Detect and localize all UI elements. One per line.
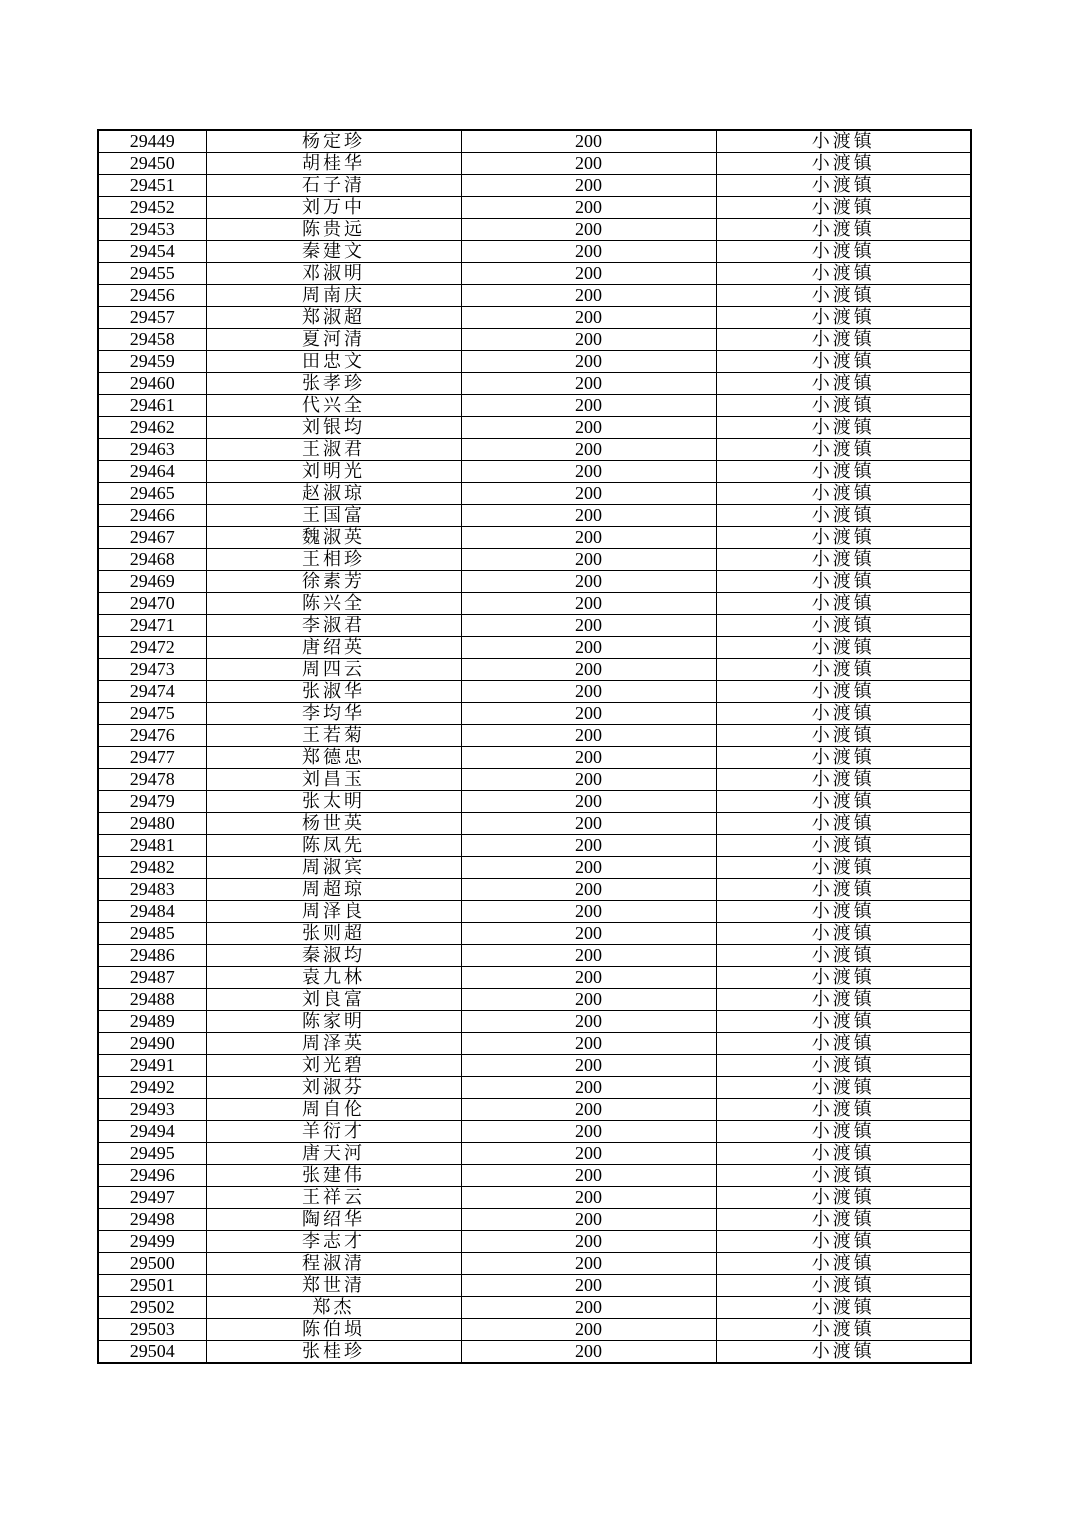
town-cell: 小渡镇 [716, 945, 971, 967]
table-row [98, 1055, 971, 1077]
table-row [98, 505, 971, 527]
id-cell: 29473 [98, 659, 206, 681]
amount-cell: 200 [461, 1275, 716, 1297]
id-cell: 29496 [98, 1165, 206, 1187]
id-cell: 29449 [98, 130, 206, 153]
table-row [98, 989, 971, 1011]
id-cell: 29456 [98, 285, 206, 307]
amount-cell: 200 [461, 769, 716, 791]
amount-cell: 200 [461, 857, 716, 879]
id-cell: 29494 [98, 1121, 206, 1143]
town-cell: 小渡镇 [716, 769, 971, 791]
name-cell: 张建伟 [206, 1165, 461, 1187]
amount-cell: 200 [461, 1187, 716, 1209]
id-cell: 29466 [98, 505, 206, 527]
amount-cell: 200 [461, 659, 716, 681]
id-cell: 29495 [98, 1143, 206, 1165]
table-row [98, 1077, 971, 1099]
name-cell: 周超琼 [206, 879, 461, 901]
table-row [98, 813, 971, 835]
table-row [98, 285, 971, 307]
name-cell: 程淑清 [206, 1253, 461, 1275]
id-cell: 29491 [98, 1055, 206, 1077]
town-cell: 小渡镇 [716, 1297, 971, 1319]
table-row [98, 857, 971, 879]
table-row [98, 241, 971, 263]
amount-cell: 200 [461, 219, 716, 241]
amount-cell: 200 [461, 1099, 716, 1121]
table-row [98, 527, 971, 549]
table-row [98, 879, 971, 901]
id-cell: 29461 [98, 395, 206, 417]
town-cell: 小渡镇 [716, 725, 971, 747]
name-cell: 秦淑均 [206, 945, 461, 967]
town-cell: 小渡镇 [716, 703, 971, 725]
table-row [98, 351, 971, 373]
table-body [98, 130, 971, 1363]
table-row [98, 1121, 971, 1143]
table-row [98, 395, 971, 417]
id-cell: 29503 [98, 1319, 206, 1341]
table-row [98, 130, 971, 153]
id-cell: 29487 [98, 967, 206, 989]
town-cell: 小渡镇 [716, 549, 971, 571]
table-row [98, 329, 971, 351]
id-cell: 29490 [98, 1033, 206, 1055]
name-cell: 郑杰 [206, 1297, 461, 1319]
name-cell: 王相珍 [206, 549, 461, 571]
table-row [98, 1209, 971, 1231]
table-row [98, 1275, 971, 1297]
table-row [98, 615, 971, 637]
town-cell: 小渡镇 [716, 439, 971, 461]
amount-cell: 200 [461, 1319, 716, 1341]
id-cell: 29465 [98, 483, 206, 505]
amount-cell: 200 [461, 813, 716, 835]
id-cell: 29504 [98, 1341, 206, 1364]
town-cell: 小渡镇 [716, 571, 971, 593]
name-cell: 周南庆 [206, 285, 461, 307]
id-cell: 29470 [98, 593, 206, 615]
id-cell: 29469 [98, 571, 206, 593]
table-row [98, 1165, 971, 1187]
town-cell: 小渡镇 [716, 681, 971, 703]
name-cell: 秦建文 [206, 241, 461, 263]
table-row [98, 219, 971, 241]
amount-cell: 200 [461, 901, 716, 923]
id-cell: 29452 [98, 197, 206, 219]
amount-cell: 200 [461, 1209, 716, 1231]
id-cell: 29485 [98, 923, 206, 945]
town-cell: 小渡镇 [716, 351, 971, 373]
town-cell: 小渡镇 [716, 659, 971, 681]
amount-cell: 200 [461, 1011, 716, 1033]
name-cell: 李均华 [206, 703, 461, 725]
town-cell: 小渡镇 [716, 307, 971, 329]
id-cell: 29479 [98, 791, 206, 813]
amount-cell: 200 [461, 1033, 716, 1055]
table-row [98, 373, 971, 395]
id-cell: 29493 [98, 1099, 206, 1121]
name-cell: 代兴全 [206, 395, 461, 417]
table-row [98, 725, 971, 747]
table-row [98, 659, 971, 681]
town-cell: 小渡镇 [716, 1231, 971, 1253]
name-cell: 张桂珍 [206, 1341, 461, 1364]
table-row [98, 1011, 971, 1033]
table-row [98, 175, 971, 197]
town-cell: 小渡镇 [716, 1055, 971, 1077]
id-cell: 29450 [98, 153, 206, 175]
amount-cell: 200 [461, 1341, 716, 1364]
name-cell: 郑世清 [206, 1275, 461, 1297]
amount-cell: 200 [461, 989, 716, 1011]
name-cell: 郑淑超 [206, 307, 461, 329]
id-cell: 29497 [98, 1187, 206, 1209]
table-row [98, 1319, 971, 1341]
amount-cell: 200 [461, 197, 716, 219]
amount-cell: 200 [461, 637, 716, 659]
id-cell: 29480 [98, 813, 206, 835]
town-cell: 小渡镇 [716, 1319, 971, 1341]
amount-cell: 200 [461, 549, 716, 571]
town-cell: 小渡镇 [716, 329, 971, 351]
town-cell: 小渡镇 [716, 197, 971, 219]
town-cell: 小渡镇 [716, 747, 971, 769]
name-cell: 张太明 [206, 791, 461, 813]
amount-cell: 200 [461, 241, 716, 263]
id-cell: 29455 [98, 263, 206, 285]
name-cell: 陈凤先 [206, 835, 461, 857]
town-cell: 小渡镇 [716, 175, 971, 197]
amount-cell: 200 [461, 153, 716, 175]
id-cell: 29477 [98, 747, 206, 769]
town-cell: 小渡镇 [716, 879, 971, 901]
amount-cell: 200 [461, 505, 716, 527]
town-cell: 小渡镇 [716, 989, 971, 1011]
id-cell: 29467 [98, 527, 206, 549]
table-row [98, 483, 971, 505]
name-cell: 夏河清 [206, 329, 461, 351]
amount-cell: 200 [461, 1253, 716, 1275]
amount-cell: 200 [461, 593, 716, 615]
amount-cell: 200 [461, 373, 716, 395]
name-cell: 郑德忠 [206, 747, 461, 769]
name-cell: 张孝珍 [206, 373, 461, 395]
amount-cell: 200 [461, 1297, 716, 1319]
name-cell: 周四云 [206, 659, 461, 681]
amount-cell: 200 [461, 439, 716, 461]
name-cell: 李淑君 [206, 615, 461, 637]
amount-cell: 200 [461, 130, 716, 153]
name-cell: 唐绍英 [206, 637, 461, 659]
id-cell: 29471 [98, 615, 206, 637]
name-cell: 王祥云 [206, 1187, 461, 1209]
amount-cell: 200 [461, 967, 716, 989]
name-cell: 刘万中 [206, 197, 461, 219]
amount-cell: 200 [461, 615, 716, 637]
name-cell: 陈家明 [206, 1011, 461, 1033]
table-row [98, 1341, 971, 1364]
id-cell: 29501 [98, 1275, 206, 1297]
name-cell: 张淑华 [206, 681, 461, 703]
name-cell: 周泽良 [206, 901, 461, 923]
amount-cell: 200 [461, 681, 716, 703]
id-cell: 29481 [98, 835, 206, 857]
town-cell: 小渡镇 [716, 483, 971, 505]
table-row [98, 307, 971, 329]
table-row [98, 417, 971, 439]
amount-cell: 200 [461, 329, 716, 351]
town-cell: 小渡镇 [716, 527, 971, 549]
id-cell: 29472 [98, 637, 206, 659]
town-cell: 小渡镇 [716, 1099, 971, 1121]
town-cell: 小渡镇 [716, 1143, 971, 1165]
name-cell: 袁九林 [206, 967, 461, 989]
table-row [98, 439, 971, 461]
amount-cell: 200 [461, 945, 716, 967]
amount-cell: 200 [461, 461, 716, 483]
name-cell: 刘银均 [206, 417, 461, 439]
amount-cell: 200 [461, 483, 716, 505]
town-cell: 小渡镇 [716, 1011, 971, 1033]
town-cell: 小渡镇 [716, 923, 971, 945]
amount-cell: 200 [461, 527, 716, 549]
town-cell: 小渡镇 [716, 1165, 971, 1187]
id-cell: 29486 [98, 945, 206, 967]
id-cell: 29483 [98, 879, 206, 901]
amount-cell: 200 [461, 1143, 716, 1165]
table-row [98, 1231, 971, 1253]
id-cell: 29482 [98, 857, 206, 879]
id-cell: 29463 [98, 439, 206, 461]
name-cell: 周自伦 [206, 1099, 461, 1121]
amount-cell: 200 [461, 725, 716, 747]
amount-cell: 200 [461, 417, 716, 439]
town-cell: 小渡镇 [716, 1077, 971, 1099]
town-cell: 小渡镇 [716, 263, 971, 285]
table-row [98, 1143, 971, 1165]
amount-cell: 200 [461, 307, 716, 329]
amount-cell: 200 [461, 879, 716, 901]
id-cell: 29459 [98, 351, 206, 373]
name-cell: 李志才 [206, 1231, 461, 1253]
name-cell: 胡桂华 [206, 153, 461, 175]
town-cell: 小渡镇 [716, 1209, 971, 1231]
amount-cell: 200 [461, 1165, 716, 1187]
name-cell: 刘昌玉 [206, 769, 461, 791]
amount-cell: 200 [461, 395, 716, 417]
name-cell: 杨世英 [206, 813, 461, 835]
amount-cell: 200 [461, 263, 716, 285]
id-cell: 29475 [98, 703, 206, 725]
name-cell: 邓淑明 [206, 263, 461, 285]
name-cell: 唐天河 [206, 1143, 461, 1165]
id-cell: 29502 [98, 1297, 206, 1319]
amount-cell: 200 [461, 1077, 716, 1099]
amount-cell: 200 [461, 1055, 716, 1077]
amount-cell: 200 [461, 1121, 716, 1143]
town-cell: 小渡镇 [716, 835, 971, 857]
amount-cell: 200 [461, 285, 716, 307]
id-cell: 29454 [98, 241, 206, 263]
table-row [98, 791, 971, 813]
town-cell: 小渡镇 [716, 373, 971, 395]
name-cell: 周淑宾 [206, 857, 461, 879]
name-cell: 王若菊 [206, 725, 461, 747]
name-cell: 周泽英 [206, 1033, 461, 1055]
table-row [98, 571, 971, 593]
town-cell: 小渡镇 [716, 1033, 971, 1055]
table-row [98, 593, 971, 615]
id-cell: 29500 [98, 1253, 206, 1275]
name-cell: 赵淑琼 [206, 483, 461, 505]
town-cell: 小渡镇 [716, 857, 971, 879]
id-cell: 29458 [98, 329, 206, 351]
table-row [98, 197, 971, 219]
town-cell: 小渡镇 [716, 791, 971, 813]
town-cell: 小渡镇 [716, 1121, 971, 1143]
name-cell: 田忠文 [206, 351, 461, 373]
table-row [98, 923, 971, 945]
amount-cell: 200 [461, 1231, 716, 1253]
name-cell: 刘光碧 [206, 1055, 461, 1077]
name-cell: 陶绍华 [206, 1209, 461, 1231]
town-cell: 小渡镇 [716, 153, 971, 175]
name-cell: 王国富 [206, 505, 461, 527]
id-cell: 29492 [98, 1077, 206, 1099]
town-cell: 小渡镇 [716, 813, 971, 835]
id-cell: 29484 [98, 901, 206, 923]
id-cell: 29460 [98, 373, 206, 395]
name-cell: 杨定珍 [206, 130, 461, 153]
town-cell: 小渡镇 [716, 901, 971, 923]
table-row [98, 1187, 971, 1209]
name-cell: 张则超 [206, 923, 461, 945]
town-cell: 小渡镇 [716, 130, 971, 153]
name-cell: 刘良富 [206, 989, 461, 1011]
id-cell: 29478 [98, 769, 206, 791]
id-cell: 29462 [98, 417, 206, 439]
table-row [98, 681, 971, 703]
amount-cell: 200 [461, 571, 716, 593]
town-cell: 小渡镇 [716, 637, 971, 659]
id-cell: 29474 [98, 681, 206, 703]
name-cell: 羊衍才 [206, 1121, 461, 1143]
data-table [97, 129, 972, 1364]
id-cell: 29457 [98, 307, 206, 329]
town-cell: 小渡镇 [716, 505, 971, 527]
town-cell: 小渡镇 [716, 285, 971, 307]
id-cell: 29464 [98, 461, 206, 483]
id-cell: 29451 [98, 175, 206, 197]
amount-cell: 200 [461, 835, 716, 857]
town-cell: 小渡镇 [716, 395, 971, 417]
town-cell: 小渡镇 [716, 461, 971, 483]
name-cell: 石子清 [206, 175, 461, 197]
table-row [98, 153, 971, 175]
id-cell: 29489 [98, 1011, 206, 1033]
amount-cell: 200 [461, 351, 716, 373]
town-cell: 小渡镇 [716, 615, 971, 637]
table-row [98, 1099, 971, 1121]
name-cell: 刘明光 [206, 461, 461, 483]
table-row [98, 1253, 971, 1275]
name-cell: 徐素芳 [206, 571, 461, 593]
town-cell: 小渡镇 [716, 417, 971, 439]
table-row [98, 1297, 971, 1319]
amount-cell: 200 [461, 175, 716, 197]
id-cell: 29476 [98, 725, 206, 747]
name-cell: 陈伯埙 [206, 1319, 461, 1341]
amount-cell: 200 [461, 791, 716, 813]
table-row [98, 967, 971, 989]
table-row [98, 637, 971, 659]
amount-cell: 200 [461, 703, 716, 725]
name-cell: 魏淑英 [206, 527, 461, 549]
id-cell: 29453 [98, 219, 206, 241]
town-cell: 小渡镇 [716, 1253, 971, 1275]
id-cell: 29468 [98, 549, 206, 571]
town-cell: 小渡镇 [716, 1341, 971, 1364]
name-cell: 刘淑芬 [206, 1077, 461, 1099]
name-cell: 陈兴全 [206, 593, 461, 615]
table-row [98, 747, 971, 769]
id-cell: 29499 [98, 1231, 206, 1253]
town-cell: 小渡镇 [716, 219, 971, 241]
table-row [98, 461, 971, 483]
town-cell: 小渡镇 [716, 1187, 971, 1209]
amount-cell: 200 [461, 923, 716, 945]
id-cell: 29498 [98, 1209, 206, 1231]
name-cell: 王淑君 [206, 439, 461, 461]
table-row [98, 263, 971, 285]
table-row [98, 769, 971, 791]
town-cell: 小渡镇 [716, 1275, 971, 1297]
table-row [98, 835, 971, 857]
table-row [98, 901, 971, 923]
table-row [98, 1033, 971, 1055]
town-cell: 小渡镇 [716, 967, 971, 989]
name-cell: 陈贵远 [206, 219, 461, 241]
table-row [98, 549, 971, 571]
town-cell: 小渡镇 [716, 593, 971, 615]
table-row [98, 703, 971, 725]
table-row [98, 945, 971, 967]
amount-cell: 200 [461, 747, 716, 769]
id-cell: 29488 [98, 989, 206, 1011]
town-cell: 小渡镇 [716, 241, 971, 263]
